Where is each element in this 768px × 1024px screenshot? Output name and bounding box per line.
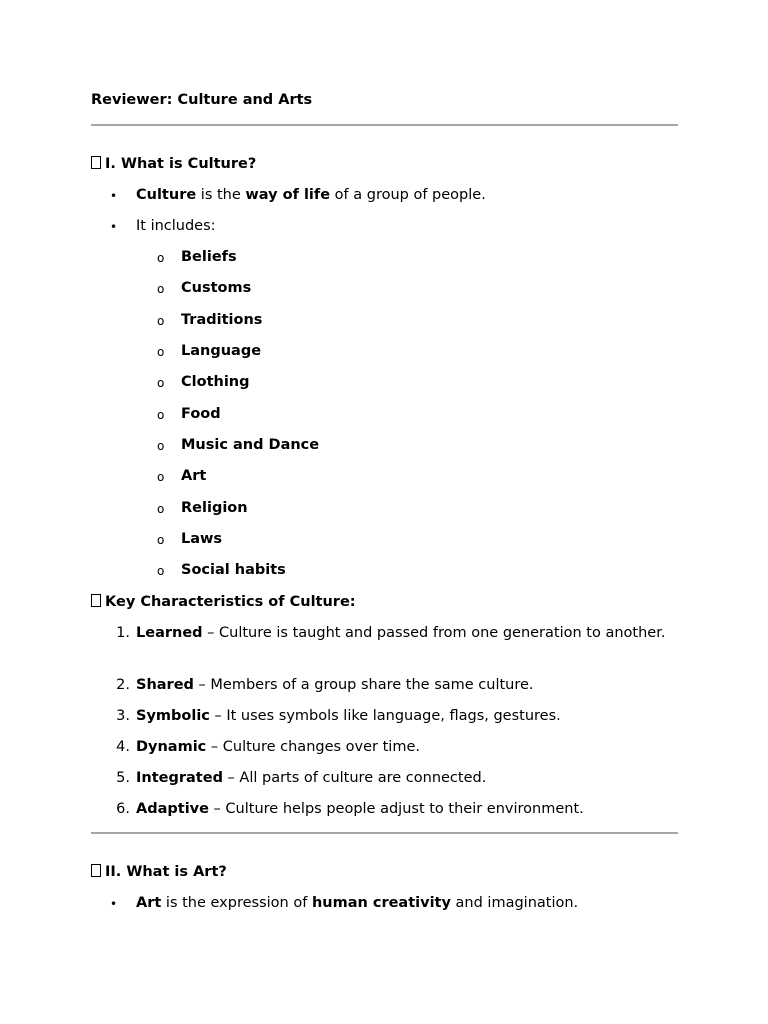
section-heading-text: II. What is Art? (105, 864, 227, 880)
numbered-list-item (136, 623, 676, 644)
sub-bullet-marker: o (157, 314, 165, 328)
bullet-marker: • (110, 220, 118, 234)
sub-list-item: Laws (181, 531, 223, 547)
list-item-culture-definition (136, 187, 486, 203)
list-number: 5. (116, 770, 130, 786)
sub-list-item: Clothing (181, 374, 250, 390)
sub-bullet-marker: o (157, 470, 165, 484)
bold-term: way of life (245, 187, 331, 203)
sub-bullet-marker: o (157, 251, 165, 265)
emoji-placeholder-icon (91, 594, 101, 607)
list-number: 1. (116, 625, 130, 641)
bold-term: Integrated (136, 770, 223, 786)
text-span: – It uses symbols like language, flags, gestures. (209, 708, 561, 724)
sub-list-item: Religion (181, 500, 248, 516)
sub-bullet-marker: o (157, 564, 165, 578)
sub-bullet-marker: o (157, 376, 165, 390)
bold-term: Culture (136, 187, 197, 203)
list-item-it-includes: It includes: (136, 218, 216, 234)
sub-list-item: Food (181, 406, 221, 422)
list-number: 3. (116, 708, 130, 724)
sub-list-item: Language (181, 343, 262, 359)
text-span: – Members of a group share the same culture. (193, 677, 534, 693)
bold-term: Art (136, 895, 162, 911)
section-heading-text: I. What is Culture? (105, 156, 257, 172)
text-span: and imagination. (450, 895, 579, 911)
numbered-list-item (136, 675, 676, 696)
list-number: 6. (116, 801, 130, 817)
sub-bullet-marker: o (157, 408, 165, 422)
list-item-art-definition (136, 895, 578, 911)
sub-list-item: Social habits (181, 562, 286, 578)
sub-list-item: Traditions (181, 312, 263, 328)
horizontal-rule (91, 124, 678, 126)
bold-term: Adaptive (136, 801, 209, 817)
sub-list-item: Art (181, 468, 207, 484)
numbered-list-item (136, 799, 676, 820)
sub-list-item: Beliefs (181, 249, 237, 265)
section-heading-characteristics (91, 594, 356, 610)
sub-bullet-marker: o (157, 533, 165, 547)
text-span: – All parts of culture are connected. (222, 770, 487, 786)
section-heading-art (91, 864, 227, 880)
text-span: – Culture changes over time. (206, 739, 420, 755)
section-heading-culture (91, 156, 256, 172)
horizontal-rule (91, 832, 678, 834)
sub-bullet-marker: o (157, 439, 165, 453)
bold-term: human creativity (311, 895, 451, 911)
list-number: 2. (116, 677, 130, 693)
text-span: is the (196, 187, 246, 203)
sub-bullet-marker: o (157, 345, 165, 359)
sub-bullet-marker: o (157, 282, 165, 296)
numbered-list-item (136, 768, 676, 789)
list-number: 4. (116, 739, 130, 755)
bullet-marker: • (110, 897, 118, 911)
bold-term: Symbolic (136, 708, 210, 724)
bullet-marker: • (110, 189, 118, 203)
numbered-list-item (136, 737, 676, 758)
numbered-list-item (136, 706, 676, 727)
sub-list-item: Music and Dance (181, 437, 320, 453)
emoji-placeholder-icon (91, 156, 101, 169)
text-span: – Culture is taught and passed from one generation to another. (202, 625, 666, 641)
bold-term: Dynamic (136, 739, 207, 755)
document-title: Reviewer: Culture and Arts (91, 92, 313, 108)
sub-list-item: Customs (181, 280, 252, 296)
emoji-placeholder-icon (91, 864, 101, 877)
bold-term: Learned (136, 625, 203, 641)
section-heading-text: Key Characteristics of Culture: (105, 594, 356, 610)
bold-term: Shared (136, 677, 194, 693)
text-span: is the expression of (161, 895, 312, 911)
sub-bullet-marker: o (157, 502, 165, 516)
text-span: – Culture helps people adjust to their environment. (208, 801, 584, 817)
text-span: of a group of people. (330, 187, 486, 203)
